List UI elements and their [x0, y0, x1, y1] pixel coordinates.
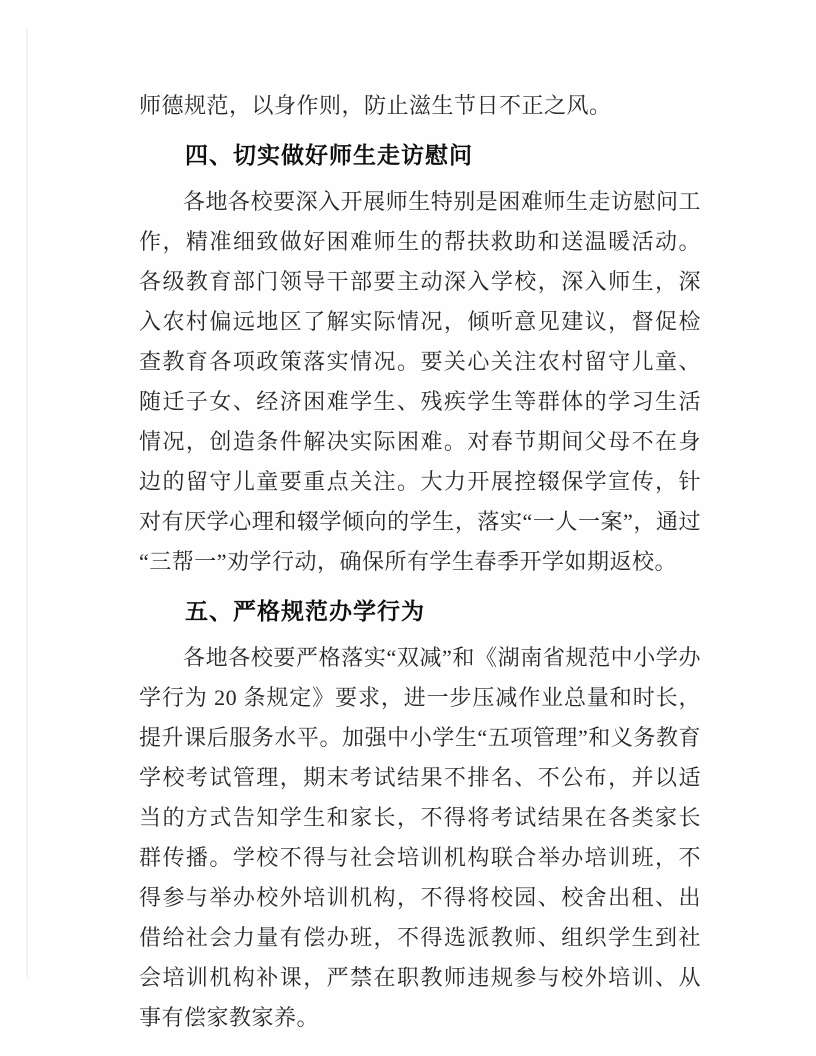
- paragraph-visit-condolence: 各地各校要深入开展师生特别是困难师生走访慰问工作，精准细致做好困难师生的帮扶救助和送温暖活动。各级教育部门领导干部要主动深入学校，深入师生，深入农村偏远地区了解实际情况，倾听意见建议，督促检查教育各项政策落实情况。要关心关注农村留守儿童、随迁子女、经济困难学生、残疾学生等群体的学习生活情况，创造条件解决实际困难。对春节期间父母不在身边的留守儿童要重点关注。大力开展控辍保学宣传，针对有厌学心理和辍学倾向的学生，落实“一人一案”，通过“三帮一”劝学行动，确保所有学生春季开学如期返校。: [139, 189, 701, 574]
- section-heading-four-visits: 四、切实做好师生走访慰问: [185, 142, 473, 168]
- paragraph-ethics-continuation: 师德规范，以身作则，防止滋生节日不正之风。: [139, 93, 612, 118]
- scan-artifact-line: [26, 28, 28, 978]
- document-text-block: [139, 86, 701, 1038]
- section-heading-five-regulation: 五、严格规范办学行为: [185, 598, 425, 624]
- paragraph-school-regulation: 各地各校要严格落实“双减”和《湖南省规范中小学办学行为 20 条规定》要求，进一步压减作业总量和时长，提升课后服务水平。加强中小学生“五项管理”和义务教育学校考试管理，期末考试结果不排名、不公布，并以适当的方式告知学生和家长，不得将考试结果在各类家长群传播。学校不得与社会培训机构联合举办培训班，不得参与举办校外培训机构，不得将校园、校舍出租、出借给社会力量有偿办班，不得选派教师、组织学生到社会培训机构补课，严禁在职教师违规参与校外培训、从事有偿家教家养。: [139, 645, 701, 1030]
